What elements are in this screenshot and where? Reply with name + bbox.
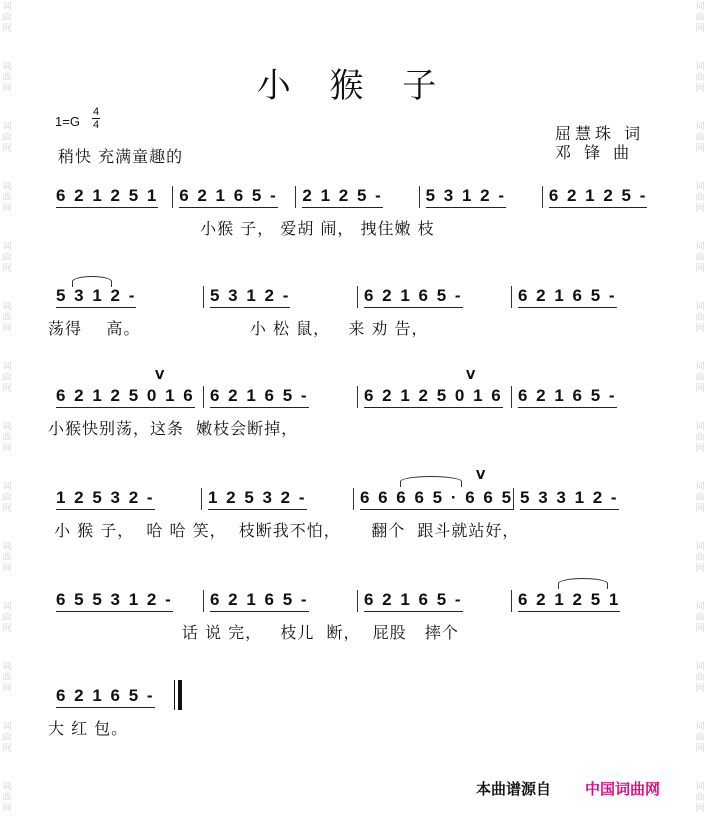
watermark-text: 词 曲 网: [2, 182, 12, 214]
watermark-text: 词 曲 网: [2, 362, 12, 394]
measure: [50, 386, 204, 408]
measure-notes: 6 5 5 3 1 2 -: [56, 590, 173, 612]
measure: [202, 488, 354, 510]
measure: [50, 286, 204, 308]
lyrics-line: 话 说 完， 枝儿 断， 屁股 摔个: [48, 623, 459, 642]
watermark-text: 词 曲 网: [2, 2, 12, 34]
time-signature: [91, 106, 101, 131]
score-row-6: [0, 682, 707, 752]
measure-notes: 6 2 1 6 5 -: [518, 386, 617, 408]
score-row-5: [0, 586, 707, 656]
measure: [173, 186, 296, 208]
measure-notes: 6 2 1 2 5 0 1 6: [56, 386, 195, 408]
watermark-text: 词 曲 网: [695, 782, 705, 814]
measure-notes: 6 2 1 6 5 -: [210, 386, 309, 408]
watermark-text: 词 曲 网: [695, 242, 705, 274]
measure: [50, 590, 204, 612]
breath-mark: V: [155, 368, 165, 382]
measure-notes: 5 3 1 2 -: [56, 286, 136, 308]
final-barline: [174, 680, 182, 710]
score-row-2: [0, 282, 707, 352]
key-signature: 1=G: [55, 114, 80, 129]
watermark-text: 词 曲 网: [2, 542, 12, 574]
watermark-text: 词 曲 网: [695, 122, 705, 154]
measure: [358, 286, 512, 308]
measure-notes: 6 2 1 6 5 -: [210, 590, 309, 612]
watermark-text: 词 曲 网: [695, 182, 705, 214]
time-signature-top: 4: [92, 106, 100, 118]
measure-notes: 6 2 1 2 5 0 1 6: [364, 386, 503, 408]
score-row-1: [0, 182, 707, 252]
measure: [420, 186, 543, 208]
measure: [512, 286, 665, 308]
watermark-text: 词 曲 网: [695, 482, 705, 514]
watermark-text: 词 曲 网: [695, 722, 705, 754]
watermark-text: 词 曲 网: [2, 62, 12, 94]
watermark-text: 词 曲 网: [695, 62, 705, 94]
measure: [358, 386, 512, 408]
measure-notes: 6 6 6 6 5 · 6 6 5: [360, 488, 513, 510]
watermark-text: 词 曲 网: [2, 482, 12, 514]
source-site-link[interactable]: 中国词曲网: [585, 781, 661, 798]
watermark-text: 词 曲 网: [695, 302, 705, 334]
measure-notes: 1 2 5 3 2 -: [56, 488, 155, 510]
measure-notes: 6 2 1 6 5 -: [364, 590, 463, 612]
measure-notes: 1 2 5 3 2 -: [208, 488, 307, 510]
lyrics-line: 小 猴 子， 哈 哈 笑， 枝断我不怕， 翻个 跟斗就站好，: [48, 521, 520, 540]
source-label: 本曲谱源自: [476, 781, 552, 798]
measure: [354, 488, 514, 510]
watermark-text: 词 曲 网: [2, 602, 12, 634]
lyricist-credit: 屈慧珠 词: [555, 124, 645, 143]
time-signature-bottom: 4: [92, 119, 100, 131]
measure-notes: 6 2 1 2 5 -: [549, 186, 648, 208]
watermark-text: 词 曲 网: [695, 542, 705, 574]
watermark-text: 词 曲 网: [2, 722, 12, 754]
breath-mark: V: [476, 468, 486, 482]
lyrics-line: 小猴 子， 爱胡 闹， 拽住嫩 枝: [48, 219, 435, 238]
lyrics-line: 小猴快别荡，这条 嫩枝会断掉，: [48, 419, 299, 438]
measure: [204, 386, 358, 408]
watermark-text: 词 曲 网: [2, 302, 12, 334]
measure: [204, 286, 358, 308]
measure-notes: 6 2 1 6 5 -: [364, 286, 463, 308]
measure: [50, 488, 202, 510]
tempo-marking: 稍快 充满童趣的: [58, 147, 184, 166]
measure: [543, 186, 665, 208]
measure-notes: 5 3 3 1 2 -: [520, 488, 619, 510]
measure: [512, 590, 665, 612]
watermark-text: 词 曲 网: [2, 122, 12, 154]
measure-notes: 5 3 1 2 -: [426, 186, 506, 208]
measure-notes: 6 2 1 6 5 -: [179, 186, 278, 208]
measure: [50, 686, 190, 708]
watermark-text: 词 曲 网: [2, 662, 12, 694]
composer-credit: 邓 锋 曲: [555, 143, 634, 162]
lyrics-line: 荡得 高。 小 松 鼠， 来 劝 告，: [48, 319, 429, 338]
measure: [358, 590, 512, 612]
measure: [50, 186, 173, 208]
measure: [296, 186, 419, 208]
watermark-text: 词 曲 网: [2, 782, 12, 814]
measure-notes: 5 3 1 2 -: [210, 286, 290, 308]
watermark-text: 词 曲 网: [695, 602, 705, 634]
measure-notes: 6 2 1 6 5 -: [56, 686, 155, 708]
lyrics-line: 大 红 包。: [48, 719, 129, 738]
watermark-text: 词 曲 网: [695, 362, 705, 394]
song-title: 小 猴 子: [256, 66, 451, 106]
watermark-text: 词 曲 网: [695, 422, 705, 454]
score-row-4: [0, 468, 707, 554]
breath-mark: V: [466, 368, 476, 382]
measure: [514, 488, 665, 510]
measure-notes: 6 2 1 2 5 1: [518, 590, 620, 612]
measure-notes: 6 2 1 6 5 -: [518, 286, 617, 308]
measure: [204, 590, 358, 612]
watermark-text: 词 曲 网: [695, 662, 705, 694]
measure: [512, 386, 665, 408]
watermark-text: 词 曲 网: [695, 2, 705, 34]
watermark-text: 词 曲 网: [2, 242, 12, 274]
measure-notes: 2 1 2 5 -: [302, 186, 382, 208]
measure-notes: 6 2 1 2 5 1: [56, 186, 158, 208]
watermark-text: 词 曲 网: [2, 422, 12, 454]
